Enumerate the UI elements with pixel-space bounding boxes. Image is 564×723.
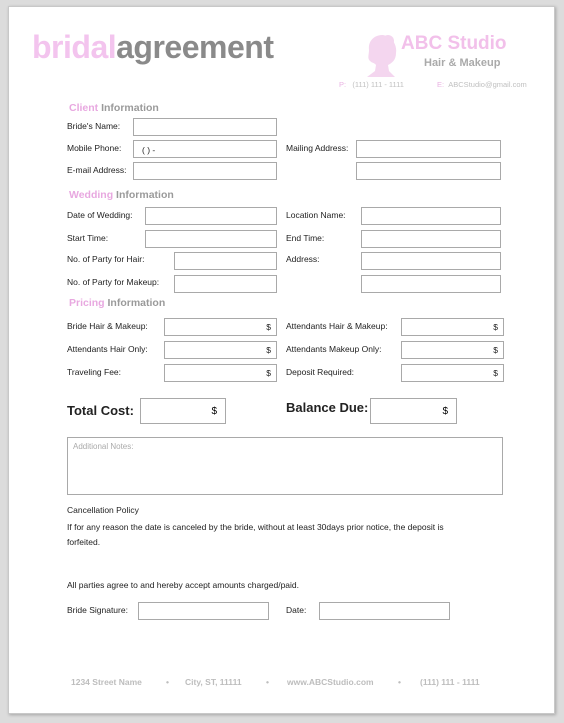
- signature-date-field[interactable]: [319, 602, 450, 620]
- footer-city: City, ST, 11111: [185, 677, 242, 687]
- title-bridal: bridal: [32, 29, 117, 65]
- email-address-label: E-mail Address:: [67, 165, 127, 175]
- end-time-label: End Time:: [286, 233, 325, 243]
- currency-symbol: $: [493, 322, 498, 332]
- wedding-date-field[interactable]: [145, 207, 277, 225]
- end-time-field[interactable]: [361, 230, 501, 248]
- traveling-fee-label: Traveling Fee:: [67, 367, 122, 377]
- pricing-heading-accent: Pricing: [69, 297, 105, 309]
- attendants-makeup-label: Attendants Makeup Only:: [286, 344, 382, 354]
- total-cost-label: Total Cost:: [67, 403, 134, 418]
- mobile-phone-field[interactable]: [133, 140, 277, 158]
- attendants-hair-makeup-field[interactable]: [401, 318, 504, 336]
- total-cost-field[interactable]: [140, 398, 226, 424]
- woman-silhouette-icon: [361, 31, 403, 79]
- section-pricing-heading: [69, 297, 165, 309]
- email-address-field[interactable]: [133, 162, 277, 180]
- party-hair-field[interactable]: [174, 252, 277, 270]
- section-wedding-heading: [69, 189, 174, 201]
- mailing-address-label: Mailing Address:: [286, 143, 349, 153]
- mailing-address-field[interactable]: [356, 140, 501, 158]
- currency-symbol: $: [266, 345, 271, 355]
- bride-hair-makeup-field[interactable]: [164, 318, 277, 336]
- email-label: E:: [437, 80, 445, 89]
- address-label: Address:: [286, 254, 320, 264]
- currency-symbol: $: [266, 322, 271, 332]
- email-value: ABCStudio@gmail.com: [448, 80, 527, 89]
- currency-symbol: $: [493, 345, 498, 355]
- balance-due-label: Balance Due:: [286, 400, 369, 415]
- footer-bullet: •: [266, 677, 269, 687]
- header-phone: [339, 80, 404, 89]
- wedding-heading-accent: Wedding: [69, 189, 114, 201]
- wedding-heading-rest: Information: [113, 189, 174, 201]
- attendants-hair-field[interactable]: [164, 341, 277, 359]
- cancellation-policy-heading: Cancellation Policy: [67, 505, 139, 515]
- deposit-required-label: Deposit Required:: [286, 367, 355, 377]
- bride-hair-makeup-label: Bride Hair & Makeup:: [67, 321, 148, 331]
- header-email: [437, 80, 527, 89]
- client-heading-rest: Information: [98, 102, 159, 114]
- balance-due-field[interactable]: [370, 398, 457, 424]
- phone-label: P:: [339, 80, 347, 89]
- additional-notes-placeholder: Additional Notes:: [73, 442, 134, 451]
- traveling-fee-field[interactable]: [164, 364, 277, 382]
- party-makeup-field[interactable]: [174, 275, 277, 293]
- currency-symbol: $: [442, 406, 448, 417]
- currency-symbol: $: [493, 368, 498, 378]
- phone-value: (111) 111 - 1111: [352, 80, 404, 89]
- signature-date-label: Date:: [286, 605, 307, 615]
- additional-notes-field[interactable]: [67, 437, 503, 495]
- footer-bullet: •: [166, 677, 169, 687]
- brides-name-label: Bride's Name:: [67, 121, 121, 131]
- party-makeup-label: No. of Party for Makeup:: [67, 277, 160, 287]
- location-name-label: Location Name:: [286, 210, 346, 220]
- attendants-makeup-field[interactable]: [401, 341, 504, 359]
- start-time-field[interactable]: [145, 230, 277, 248]
- client-heading-accent: Client: [69, 102, 99, 114]
- studio-name: ABC Studio: [401, 33, 507, 54]
- start-time-label: Start Time:: [67, 233, 109, 243]
- footer-website: www.ABCStudio.com: [287, 677, 374, 687]
- cancellation-policy-line2: forfeited.: [67, 537, 101, 547]
- brides-name-field[interactable]: [133, 118, 277, 136]
- title-agreement: agreement: [116, 29, 274, 65]
- attendants-hair-label: Attendants Hair Only:: [67, 344, 148, 354]
- party-hair-label: No. of Party for Hair:: [67, 254, 145, 264]
- attendants-hair-makeup-label: Attendants Hair & Makeup:: [286, 321, 388, 331]
- address-field[interactable]: [361, 252, 501, 270]
- mobile-phone-value: ( ) -: [142, 145, 156, 155]
- footer-bullet: •: [398, 677, 401, 687]
- deposit-required-field[interactable]: [401, 364, 504, 382]
- wedding-date-label: Date of Wedding:: [67, 210, 133, 220]
- currency-symbol: $: [266, 368, 271, 378]
- pricing-heading-rest: Information: [104, 297, 166, 309]
- address-field-2[interactable]: [361, 275, 501, 293]
- studio-tagline: Hair & Makeup: [424, 57, 501, 69]
- mailing-address-field-2[interactable]: [356, 162, 501, 180]
- currency-symbol: $: [211, 406, 217, 417]
- footer-street: 1234 Street Name: [71, 677, 142, 687]
- location-name-field[interactable]: [361, 207, 501, 225]
- footer-phone: (111) 111 - 1111: [420, 677, 480, 687]
- bride-signature-label: Bride Signature:: [67, 605, 128, 615]
- bride-signature-field[interactable]: [138, 602, 269, 620]
- agreement-page: [8, 6, 555, 714]
- agreement-statement: All parties agree to and hereby accept amounts charged/paid.: [67, 580, 300, 590]
- page-title: [32, 29, 273, 65]
- cancellation-policy-line1: If for any reason the date is canceled by the bride, without at least 30days prior notice, the deposit is: [67, 522, 444, 532]
- mobile-phone-label: Mobile Phone:: [67, 143, 122, 153]
- section-client-heading: [69, 102, 159, 114]
